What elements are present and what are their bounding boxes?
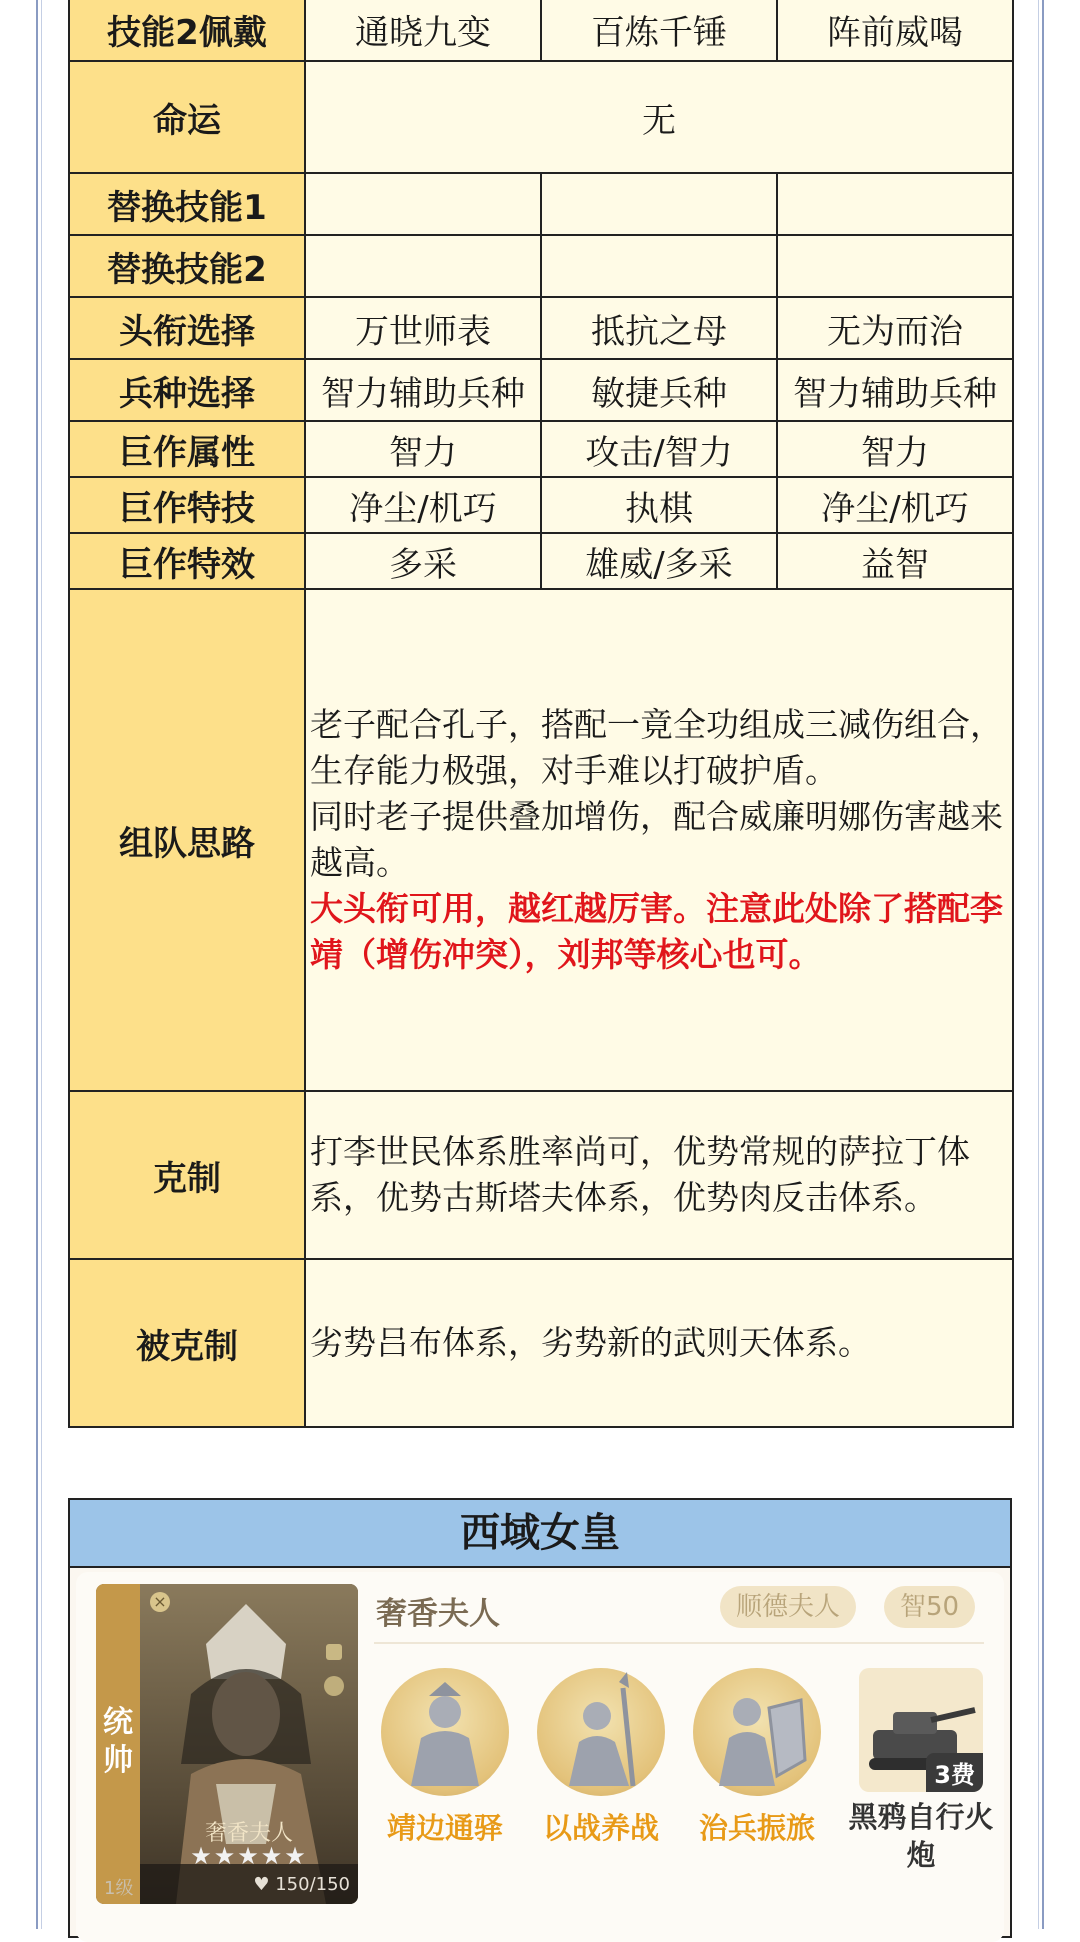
cell [777,235,1013,297]
spear-warrior-icon [537,1668,665,1796]
strategy-highlight: 大头衔可用，越红越厉害。注意此处除了搭配李靖（增伤冲突），刘邦等核心也可。 [310,889,1003,974]
row-label: 替换技能2 [69,235,305,297]
level-text: 1级 [104,1878,134,1899]
cell: 阵前威喝 [777,0,1013,61]
cell: 敏捷兵种 [541,359,777,421]
cell: 通晓九变 [305,0,541,61]
page-border-left-inner [41,0,42,1929]
equipment-label: 黑鸦自行火炮 [848,1800,994,1872]
portrait-hero-name: 奢香夫人 [204,1821,293,1846]
close-icon[interactable]: × [150,1592,170,1612]
cell [541,173,777,235]
cell: 智力 [777,421,1013,477]
heart-icon: ♥ [253,1874,270,1895]
general-statue-icon [381,1668,509,1796]
divider [374,1642,984,1644]
fate-value: 无 [305,61,1013,173]
stat-tag: 智50 [884,1586,975,1628]
cost-badge: 3费 [926,1753,983,1792]
lineup-info-table [68,0,1014,1428]
hero-portrait[interactable] [96,1584,358,1904]
cell: 雄威/多采 [541,533,777,589]
hp-text [253,1874,350,1895]
cell: 抵抗之母 [541,297,777,359]
strategy-paragraph: 同时老子提供叠加增伤，配合威廉明娜伤害越来越高。 [310,797,1003,882]
table-row [69,0,1013,61]
card-body [76,1572,1004,1942]
cell: 净尘/机巧 [305,477,541,533]
team-strategy-text [305,589,1013,1091]
table-row [69,477,1013,533]
row-label: 巨作特技 [69,477,305,533]
row-label: 替换技能1 [69,173,305,235]
cell: 执棋 [541,477,777,533]
skill-label: 治兵振旅 [698,1811,815,1845]
table-row [69,589,1013,1091]
star-rating: ★★★★★ [190,1842,308,1870]
page-border-right [1042,0,1044,1929]
cell [777,173,1013,235]
skill-slot[interactable] [526,1668,676,1847]
cell [305,173,541,235]
cell: 净尘/机巧 [777,477,1013,533]
counters-text: 打李世民体系胜率尚可，优势常规的萨拉丁体系，优势古斯塔夫体系，优势肉反击体系。 [305,1091,1013,1259]
gear-icon [324,1676,344,1696]
row-label: 巨作属性 [69,421,305,477]
countered-by-text: 劣势吕布体系，劣势新的武则天体系。 [305,1259,1013,1427]
cell: 百炼千锤 [541,0,777,61]
lineup-card [68,1498,1012,1938]
table-row [69,173,1013,235]
role-label: 统帅 [103,1705,133,1778]
hero-name: 奢香夫人 [376,1596,500,1632]
row-label: 头衔选择 [69,297,305,359]
skill-label: 以战养战 [542,1811,659,1845]
table-row [69,235,1013,297]
table-row [69,359,1013,421]
equipment-slot[interactable] [838,1668,1004,1874]
lock-icon [326,1644,342,1660]
table-row [69,533,1013,589]
tank-icon [859,1668,983,1792]
shield-knight-icon [693,1668,821,1796]
cell: 攻击/智力 [541,421,777,477]
cell: 万世师表 [305,297,541,359]
cell: 益智 [777,533,1013,589]
cell [305,235,541,297]
table-row [69,1091,1013,1259]
row-label: 克制 [69,1091,305,1259]
cell: 无为而治 [777,297,1013,359]
row-label: 巨作特效 [69,533,305,589]
card-title: 西域女皇 [70,1500,1010,1568]
skill-slot[interactable] [682,1668,832,1847]
skill-slot[interactable] [370,1668,520,1847]
table-row [69,61,1013,173]
row-label: 兵种选择 [69,359,305,421]
cell: 智力辅助兵种 [305,359,541,421]
cell: 智力辅助兵种 [777,359,1013,421]
page-border-left [36,0,38,1929]
row-label: 技能2佩戴 [69,0,305,61]
row-label: 命运 [69,61,305,173]
row-label: 被克制 [69,1259,305,1427]
cell: 多采 [305,533,541,589]
title-tag: 顺德夫人 [720,1586,856,1628]
table-row [69,1259,1013,1427]
cell: 智力 [305,421,541,477]
page-border-right-inner [1038,0,1039,1929]
table-row [69,297,1013,359]
cell [541,235,777,297]
skill-label: 靖边通驿 [386,1811,503,1845]
strategy-paragraph: 老子配合孔子，搭配一竟全功组成三减伤组合，生存能力极强，对手难以打破护盾。 [310,705,1003,790]
row-label: 组队思路 [69,589,305,1091]
hp-value: 150/150 [275,1874,350,1895]
table-row [69,421,1013,477]
